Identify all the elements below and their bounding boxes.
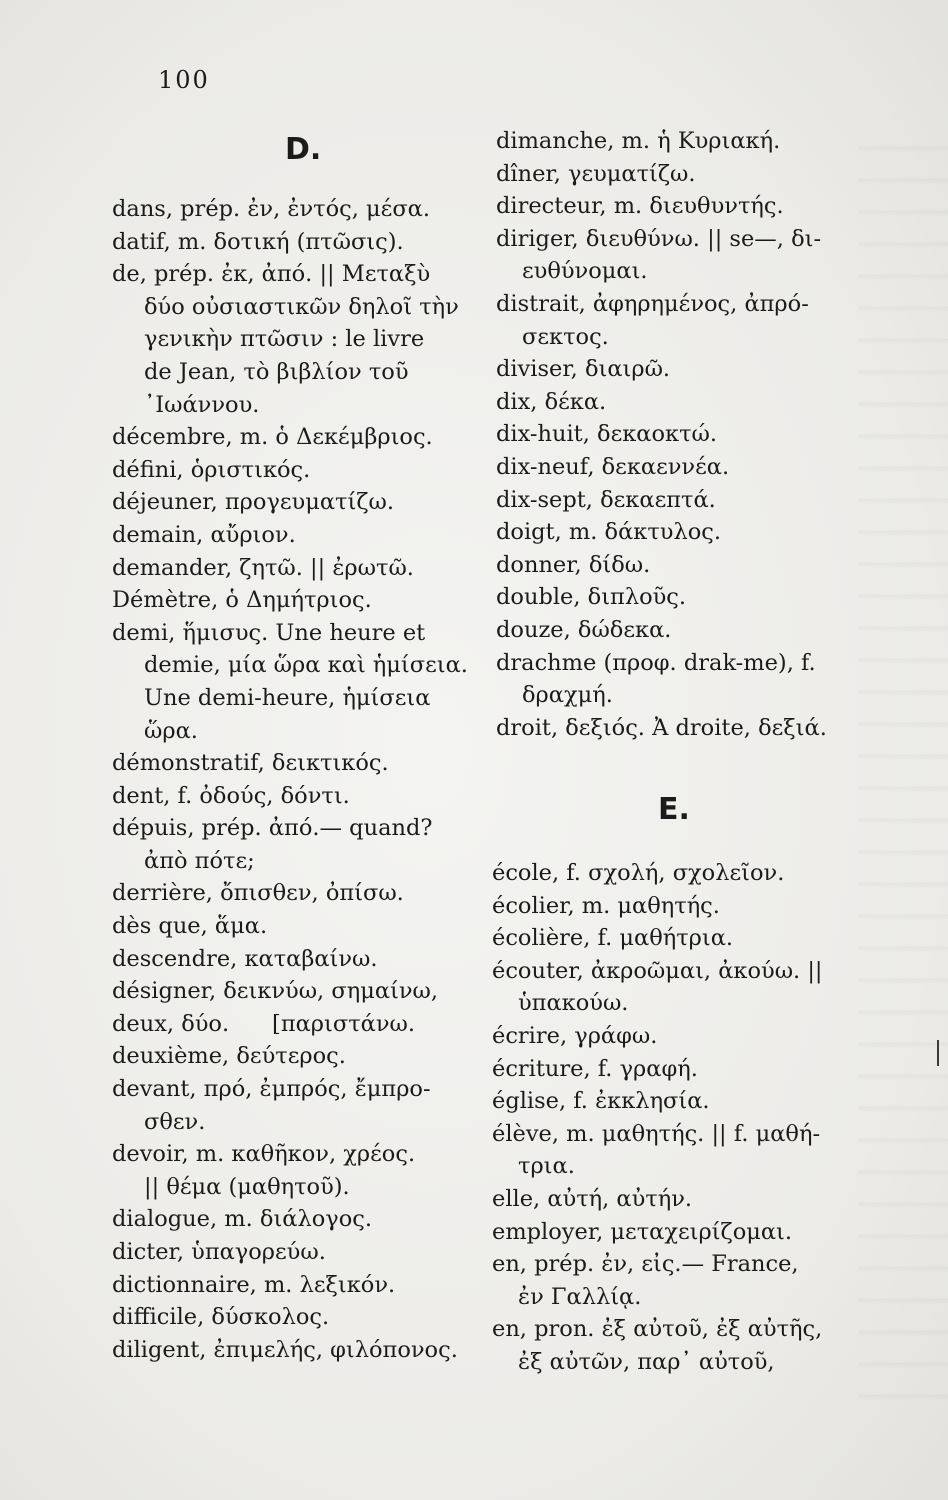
entry-line: diviser, διαιρῶ. xyxy=(496,356,671,383)
entry-line: τρια. xyxy=(518,1153,575,1180)
entry-line: σθεν. xyxy=(144,1108,206,1135)
entry-line: distrait, ἀφηρημένος, ἀπρό- xyxy=(496,290,809,317)
entry-line: ὥρα. xyxy=(144,717,198,744)
entry-line: dicter, ὑπαγορεύω. xyxy=(112,1239,326,1265)
section-heading-d: D. xyxy=(285,132,322,167)
entry-line: dix, δέκα. xyxy=(496,388,607,415)
entry-line: de, prép. ἐκ, ἀπό. || Μεταξὺ xyxy=(112,261,431,288)
entry-line: devant, πρό, ἐμπρός, ἔμπρο- xyxy=(112,1076,431,1103)
entry-line: Une demi-heure, ἡμίσεια xyxy=(144,684,431,711)
entry-line: datif, m. δοτική (πτῶσις). xyxy=(112,228,404,255)
entry-line: || θέμα (μαθητοῦ). xyxy=(144,1173,350,1200)
entry-line: démonstratif, δεικτικός. xyxy=(112,750,389,777)
entry-line: demie, μία ὥρα καὶ ἡμίσεια. xyxy=(144,652,468,679)
entry-line: donner, δίδω. xyxy=(496,551,651,578)
entry-line: σεκτος. xyxy=(522,323,609,350)
entry-line: décembre, m. ὁ Δεκέμβριος. xyxy=(112,424,433,451)
entry-line: drachme (προφ. drak-me), f. xyxy=(496,649,816,676)
entry-line: double, διπλοῦς. xyxy=(496,584,687,611)
margin-mark xyxy=(937,1040,939,1066)
entry-line: écolier, m. μαθητής. xyxy=(492,892,720,919)
entry-line: dialogue, m. διάλογος. xyxy=(112,1206,373,1233)
entry-line: ὑπακούω. xyxy=(518,990,629,1017)
entry-line: difficile, δύσκολος. xyxy=(112,1304,330,1331)
entry-line: δύο οὐσιαστικῶν δηλοῖ τὴν xyxy=(144,293,459,320)
entry-line: dent, f. ὀδούς, δόντι. xyxy=(112,782,350,809)
page-number: 100 xyxy=(158,66,210,94)
entry-line: dix-neuf, δεκαεννέα. xyxy=(496,453,730,480)
entry-line: écriture, f. γραφή. xyxy=(492,1055,698,1082)
entry-line: église, f. ἐκκλησία. xyxy=(492,1088,710,1115)
entry-line: ἐξ αὐτῶν, παρ᾿ αὐτοῦ, xyxy=(518,1348,775,1375)
entry-line: deux, δύο. [παριστάνω. xyxy=(112,1010,416,1037)
entry-line: écolière, f. μαθήτρια. xyxy=(492,925,734,952)
entry-line: ἀπὸ πότε; xyxy=(144,847,255,874)
entry-line: derrière, ὄπισθεν, ὀπίσω. xyxy=(112,880,404,907)
entry-line: dictionnaire, m. λεξικόν. xyxy=(112,1271,396,1298)
entry-line: γενικὴν πτῶσιν : le livre xyxy=(144,326,425,353)
entry-line: employer, μεταχειρίζομαι. xyxy=(492,1218,793,1245)
entry-line: doigt, m. δάκτυλος. xyxy=(496,519,722,546)
entry-line: elle, αὐτή, αὐτήν. xyxy=(492,1185,693,1212)
entry-line: deuxième, δεύτερος. xyxy=(112,1043,346,1070)
entry-line: droit, δεξιός. Ἀ droite, δεξιά. xyxy=(496,714,827,741)
entry-line: écouter, ἀκροῶμαι, ἀκούω. || xyxy=(492,957,823,984)
right-column-e-entries xyxy=(492,857,862,1379)
entry-line: déjeuner, προγευματίζω. xyxy=(112,489,395,516)
entry-line: devoir, m. καθῆκον, χρέος. xyxy=(112,1141,416,1168)
entry-line: en, pron. ἐξ αὐτοῦ, ἐξ αὐτῆς, xyxy=(492,1316,823,1343)
entry-line: demain, αὔριον. xyxy=(112,521,296,548)
entry-line: dimanche, m. ἡ Κυριακή. xyxy=(496,128,781,154)
entry-line: dans, prép. ἐν, ἐντός, μέσα. xyxy=(112,196,431,222)
entry-line: dix-sept, δεκαεπτά. xyxy=(496,486,716,513)
section-heading-e: E. xyxy=(658,792,690,827)
entry-line: demander, ζητῶ. || ἐρωτῶ. xyxy=(112,554,414,581)
entry-line: Démètre, ὁ Δημήτριος. xyxy=(112,587,372,614)
entry-line: directeur, m. διευθυντής. xyxy=(496,193,784,220)
entry-line: en, prép. ἐν, εἰς.— France, xyxy=(492,1251,799,1278)
entry-line: dépuis, prép. ἀπό.— quand? xyxy=(112,815,433,842)
entry-line: ευθύνομαι. xyxy=(522,258,648,285)
entry-line: de Jean, τὸ βιβλίον τοῦ xyxy=(144,358,409,385)
entry-line: ἐν Γαλλίᾳ. xyxy=(518,1283,642,1310)
right-column-d-entries xyxy=(496,125,866,744)
entry-line: écrire, γράφω. xyxy=(492,1022,658,1049)
entry-line: diriger, διευθύνω. || se—, δι- xyxy=(496,225,822,252)
entry-line: dîner, γευματίζω. xyxy=(496,160,696,187)
entry-line: dès que, ἅμα. xyxy=(112,913,268,940)
left-column-entries xyxy=(112,193,482,1366)
entry-line: école, f. σχολή, σχολεῖον. xyxy=(492,860,785,886)
entry-line: douze, δώδεκα. xyxy=(496,616,672,643)
entry-line: ᾿Ιωάννου. xyxy=(144,391,260,418)
entry-line: élève, m. μαθητής. || f. μαθή- xyxy=(492,1120,821,1147)
entry-line: δραχμή. xyxy=(522,682,613,709)
entry-line: diligent, ἐπιμελής, φιλόπονος. xyxy=(112,1336,458,1363)
entry-line: désigner, δεικνύω, σημαίνω, xyxy=(112,978,439,1005)
entry-line: défini, ὁριστικός. xyxy=(112,456,311,483)
entry-line: descendre, καταβαίνω. xyxy=(112,945,378,972)
show-through-texture xyxy=(858,120,948,1400)
entry-line: dix-huit, δεκαοκτώ. xyxy=(496,421,718,448)
entry-line: demi, ἥμισυς. Une heure et xyxy=(112,619,426,646)
